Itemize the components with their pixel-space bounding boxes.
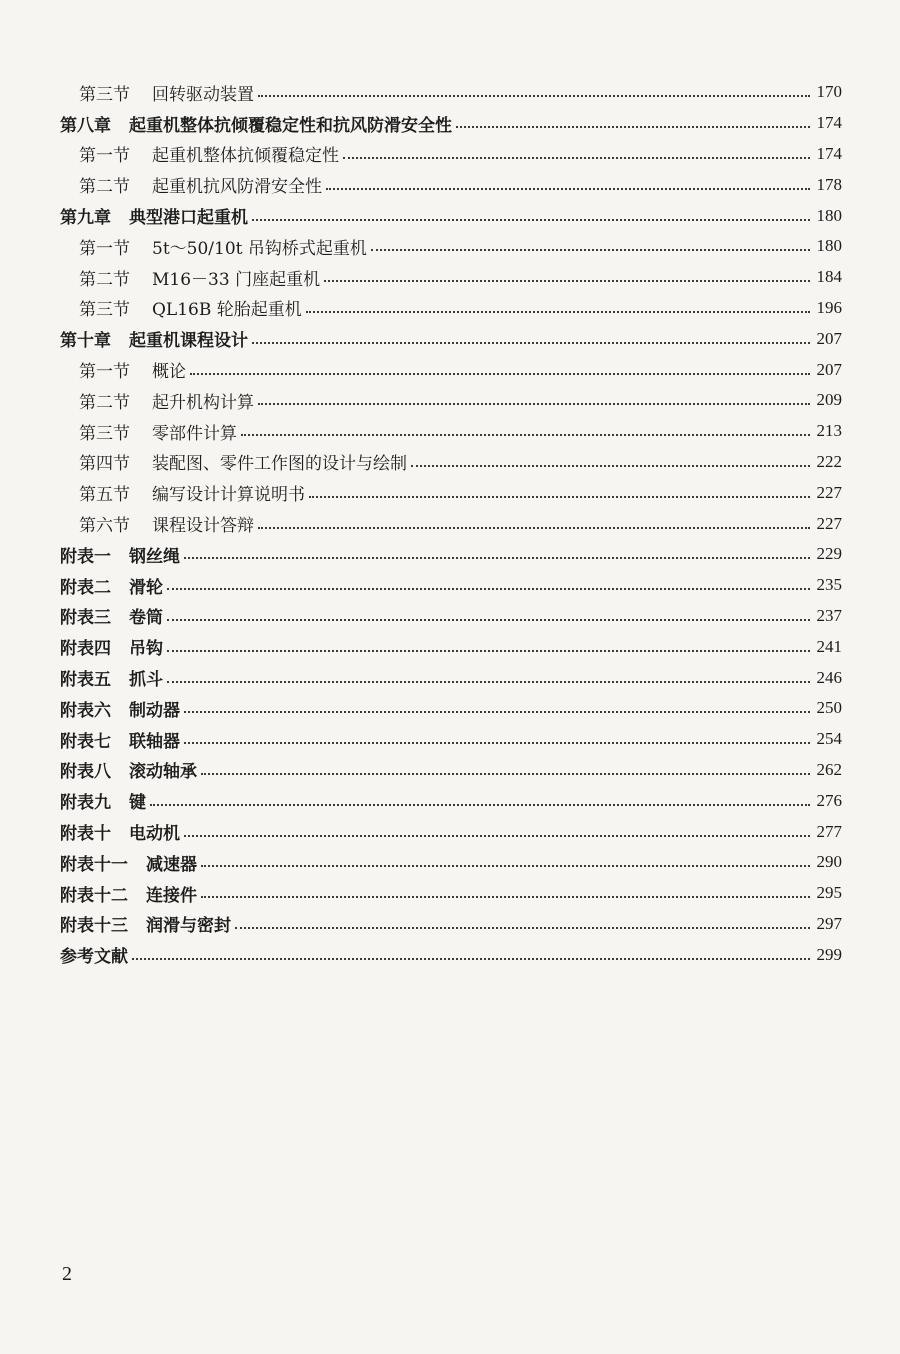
toc-chapter-entry (0, 878, 900, 909)
dot-leader (201, 773, 810, 775)
toc-entry-title: 起升机构计算 (152, 392, 254, 413)
toc-entry-title: 电动机 (129, 824, 180, 845)
toc-section-entry (0, 169, 900, 200)
dot-leader (201, 865, 810, 867)
toc-section-entry (0, 477, 900, 508)
toc-chapter-entry (0, 755, 900, 786)
toc-entry-page: 196 (816, 297, 842, 317)
toc-chapter-entry (0, 200, 900, 231)
toc-entry-number: 附表二 (60, 577, 111, 598)
toc-entry-page: 295 (816, 883, 842, 903)
dot-leader (167, 619, 810, 621)
dot-leader (326, 188, 810, 190)
toc-section-entry (0, 262, 900, 293)
toc-entry-page: 254 (816, 729, 842, 749)
toc-entry-page: 213 (816, 421, 842, 441)
toc-entry-number: 附表七 (60, 731, 111, 752)
dot-leader (184, 742, 810, 744)
toc-entry-number: 第三节 (79, 84, 130, 105)
toc-entry-title: 卷筒 (129, 608, 163, 629)
toc-entry-number: 附表九 (60, 793, 111, 814)
toc-entry-title: 减速器 (146, 854, 197, 875)
toc-entry-title: 滚动轴承 (129, 762, 197, 783)
toc-entry-number: 附表十二 (60, 885, 128, 906)
toc-entry-number: 附表十三 (60, 916, 128, 937)
toc-entry-page: 290 (816, 852, 842, 872)
toc-entry-title: 制动器 (129, 700, 180, 721)
toc-entry-number: 附表八 (60, 762, 111, 783)
toc-entry-number: 第八章 (60, 115, 111, 136)
dot-leader (132, 958, 810, 960)
dot-leader (252, 219, 810, 221)
toc-entry-title: 概论 (152, 362, 186, 383)
dot-leader (309, 496, 810, 498)
toc-entry-title: 回转驱动装置 (152, 84, 254, 105)
toc-entry-page: 170 (816, 82, 842, 102)
toc-chapter-entry (0, 939, 900, 970)
dot-leader (456, 126, 810, 128)
toc-chapter-entry (0, 693, 900, 724)
toc-entry-title: 课程设计答辩 (152, 516, 254, 537)
toc-entry-title: 编写设计计算说明书 (152, 485, 305, 506)
toc-entry-title: 零部件计算 (152, 423, 237, 444)
toc-entry-page: 262 (816, 759, 842, 779)
toc-entry-page: 235 (816, 575, 842, 595)
toc-entry-title: 润滑与密封 (146, 916, 231, 937)
toc-entry-title: 吊钩 (129, 639, 163, 660)
toc-chapter-entry (0, 601, 900, 632)
toc-entry-page: 297 (816, 913, 842, 933)
toc-entry-page: 174 (816, 113, 842, 133)
toc-entry-page: 227 (816, 513, 842, 533)
toc-chapter-entry (0, 108, 900, 139)
toc-entry-title: 起重机抗风防滑安全性 (152, 177, 322, 198)
dot-leader (411, 465, 810, 467)
dot-leader (371, 249, 810, 251)
toc-section-entry (0, 293, 900, 324)
toc-section-entry (0, 508, 900, 539)
toc-entry-page: 222 (816, 451, 842, 471)
toc-entry-page: 277 (816, 821, 842, 841)
toc-entry-number: 第九章 (60, 208, 111, 229)
toc-entry-number: 第一节 (79, 362, 130, 383)
toc-entry-number: 第二节 (79, 392, 130, 413)
dot-leader (258, 403, 810, 405)
toc-entry-number: 附表十 (60, 824, 111, 845)
dot-leader (343, 157, 810, 159)
toc-entry-title: 5t～50/10t 吊钩桥式起重机 (152, 238, 367, 259)
toc-entry-page: 299 (816, 944, 842, 964)
toc-entry-title: 键 (129, 793, 146, 814)
toc-entry-title: 装配图、零件工作图的设计与绘制 (152, 454, 407, 475)
page-number: 2 (62, 1263, 72, 1285)
dot-leader (306, 311, 810, 313)
toc-entry-number: 第十章 (60, 331, 111, 352)
dot-leader (235, 927, 810, 929)
toc-entry-title: 起重机整体抗倾覆稳定性 (152, 146, 339, 167)
toc-entry-page: 276 (816, 790, 842, 810)
toc-entry-page: 250 (816, 698, 842, 718)
dot-leader (167, 650, 810, 652)
dot-leader (258, 527, 810, 529)
toc-section-entry (0, 416, 900, 447)
toc-entry-number: 第五节 (79, 485, 130, 506)
toc-chapter-entry (0, 724, 900, 755)
toc-entry-title: 典型港口起重机 (129, 208, 248, 229)
toc-entry-title: 滑轮 (129, 577, 163, 598)
toc-entry-number: 第六节 (79, 516, 130, 537)
toc-entry-number: 附表六 (60, 700, 111, 721)
toc-entry-number: 附表五 (60, 670, 111, 691)
toc-section-entry (0, 447, 900, 478)
dot-leader (150, 804, 810, 806)
dot-leader (184, 711, 810, 713)
dot-leader (184, 557, 810, 559)
toc-entry-page: 180 (816, 236, 842, 256)
toc-section-entry (0, 231, 900, 262)
toc-entry-page: 246 (816, 667, 842, 687)
dot-leader (252, 342, 810, 344)
toc-entry-title: M16－33 门座起重机 (152, 269, 321, 290)
toc-entry-page: 184 (816, 267, 842, 287)
toc-entry-page: 207 (816, 359, 842, 379)
toc-entry-number: 第一节 (79, 146, 130, 167)
toc-entry-title: 连接件 (146, 885, 197, 906)
toc-entry-number: 第二节 (79, 177, 130, 198)
toc-entry-number: 第四节 (79, 454, 130, 475)
toc-entry-page: 180 (816, 205, 842, 225)
toc-chapter-entry (0, 631, 900, 662)
toc-entry-number: 附表一 (60, 546, 111, 567)
toc-entry-number: 附表四 (60, 639, 111, 660)
toc-entry-page: 207 (816, 328, 842, 348)
toc-entry-number: 第一节 (79, 238, 130, 259)
toc-section-entry (0, 354, 900, 385)
toc-chapter-entry (0, 785, 900, 816)
toc-chapter-entry (0, 909, 900, 940)
dot-leader (167, 588, 810, 590)
toc-entry-number: 第三节 (79, 423, 130, 444)
toc-entry-number: 第二节 (79, 269, 130, 290)
toc-entry-title: QL16B 轮胎起重机 (152, 300, 302, 321)
toc-entry-title: 起重机整体抗倾覆稳定性和抗风防滑安全性 (129, 115, 452, 136)
toc-entry-page: 237 (816, 605, 842, 625)
dot-leader (324, 280, 810, 282)
toc-entry-page: 209 (816, 390, 842, 410)
toc-entry-number: 第三节 (79, 300, 130, 321)
toc-entry-number: 附表三 (60, 608, 111, 629)
toc-entry-title: 起重机课程设计 (129, 331, 248, 352)
toc-entry-page: 174 (816, 143, 842, 163)
dot-leader (241, 434, 810, 436)
table-of-contents (0, 77, 900, 970)
dot-leader (190, 373, 810, 375)
dot-leader (167, 681, 810, 683)
dot-leader (258, 95, 810, 97)
toc-section-entry (0, 139, 900, 170)
toc-chapter-entry (0, 816, 900, 847)
toc-entry-page: 241 (816, 636, 842, 656)
toc-entry-page: 227 (816, 482, 842, 502)
toc-entry-page: 178 (816, 174, 842, 194)
toc-chapter-entry (0, 570, 900, 601)
toc-entry-title: 联轴器 (129, 731, 180, 752)
toc-entry-title: 钢丝绳 (129, 546, 180, 567)
toc-entry-page: 229 (816, 544, 842, 564)
toc-chapter-entry (0, 847, 900, 878)
toc-entry-title: 抓斗 (129, 670, 163, 691)
toc-section-entry (0, 77, 900, 108)
toc-chapter-entry (0, 662, 900, 693)
dot-leader (201, 896, 810, 898)
toc-entry-number: 附表十一 (60, 854, 128, 875)
toc-entry-number: 参考文献 (60, 947, 128, 968)
toc-section-entry (0, 385, 900, 416)
toc-chapter-entry (0, 323, 900, 354)
toc-chapter-entry (0, 539, 900, 570)
dot-leader (184, 835, 810, 837)
